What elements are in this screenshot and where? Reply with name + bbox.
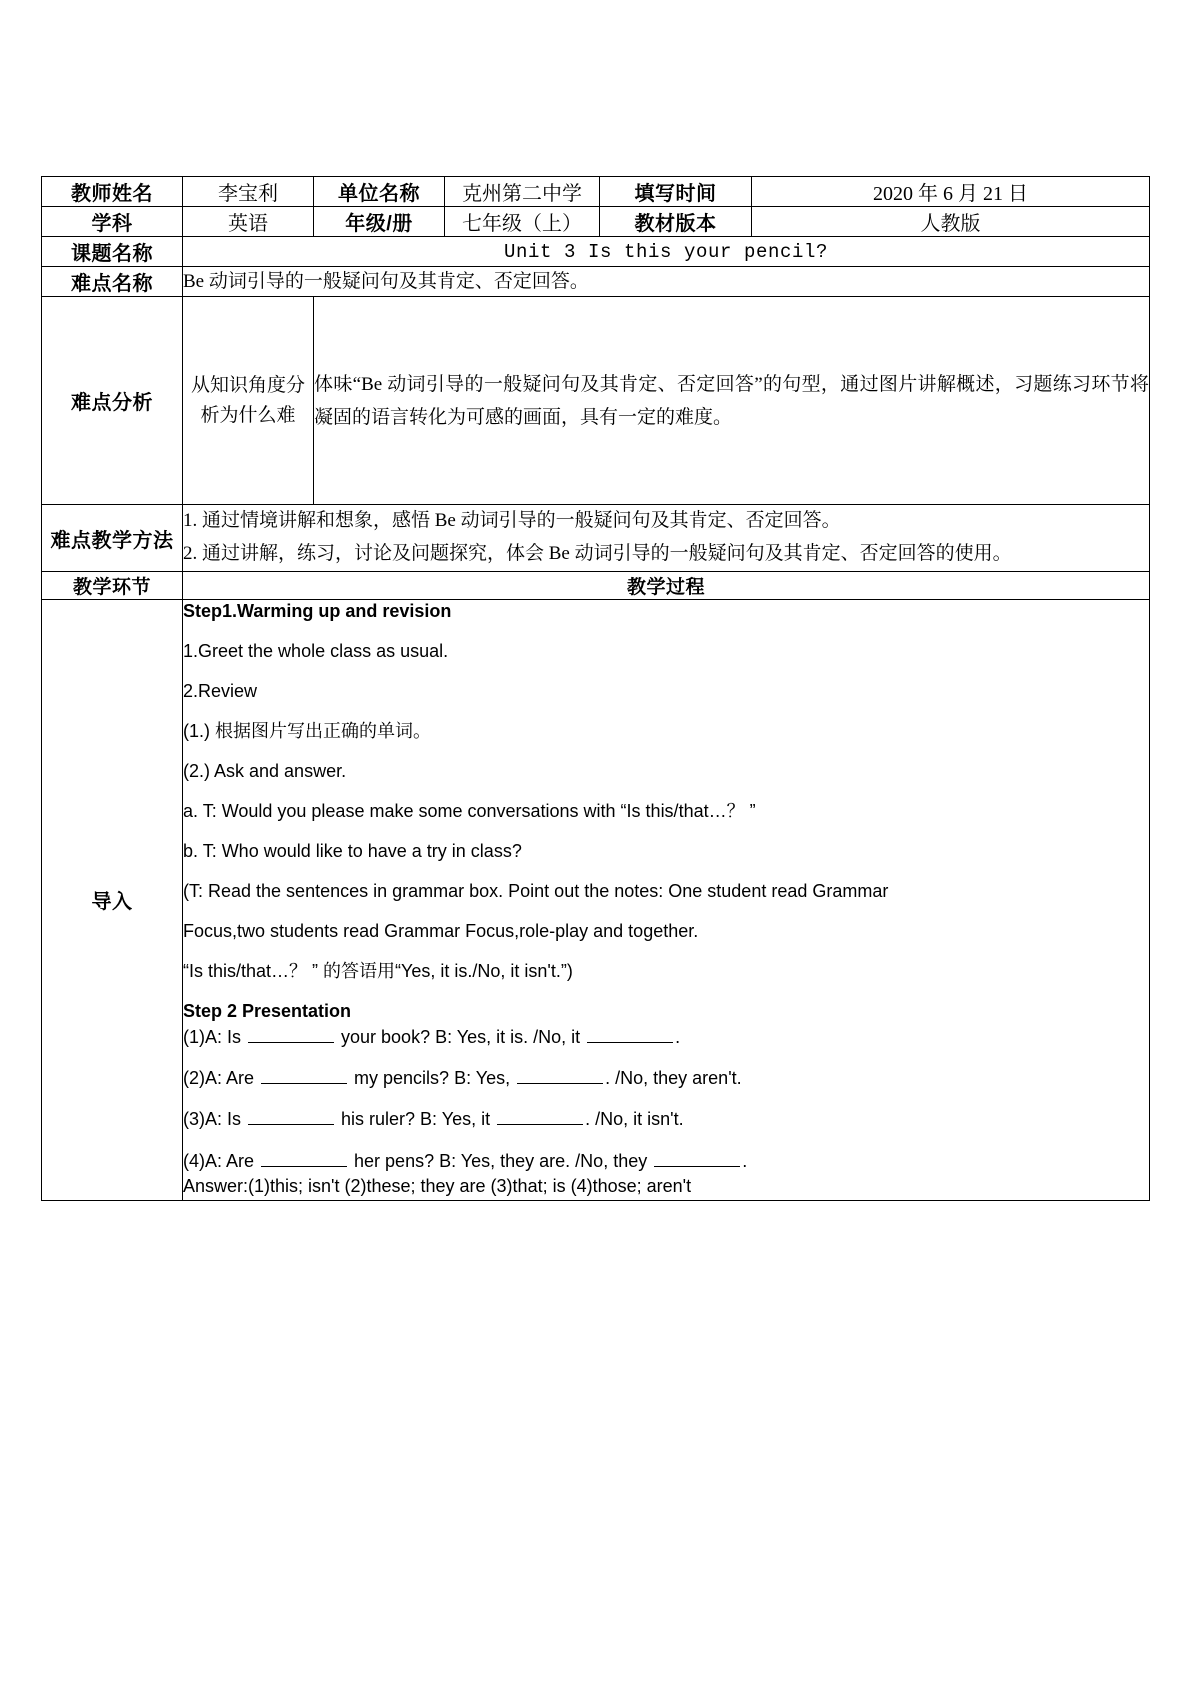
subject-label: 学科: [42, 207, 183, 237]
table-row-difficulty-name: [42, 267, 1150, 297]
task-b: b. T: Who would like to have a try in class?: [183, 840, 522, 861]
ex-1: (1)A: Is your book? B: Yes, it is. /No, it .: [183, 1025, 1149, 1049]
task-a: a. T: Would you please make some conversations with “Is this/that…？ ”: [183, 800, 756, 821]
difficulty-name-value: Be 动词引导的一般疑问句及其肯定、否定回答。: [183, 267, 1150, 297]
difficulty-analysis-label: 难点分析: [42, 297, 183, 505]
answer-blank: [587, 1025, 673, 1043]
grammar-note-1: (T: Read the sentences in grammar box. Point out the notes: One student read Grammar: [183, 881, 889, 901]
teacher-name-label: 教师姓名: [42, 177, 183, 207]
process-content-header: 教学过程: [183, 571, 1150, 599]
table-row-topic: [42, 237, 1150, 267]
textbook-value: 人教版: [752, 207, 1150, 237]
table-row-subject-info: [42, 207, 1150, 237]
teaching-method-line-2: 2. 通过讲解，练习，讨论及问题探究，体会 Be 动词引导的一般疑问句及其肯定、否定回答的使用。: [183, 543, 1012, 565]
stage-intro-label: 导入: [42, 599, 183, 1200]
table-row-teaching-method: [42, 505, 1150, 571]
exercise-lines: [183, 1025, 1149, 1173]
answer-blank: [261, 1149, 347, 1167]
difficulty-analysis-why: 从知识角度分析为什么难: [183, 297, 314, 505]
ex-4: (4)A: Are her pens? B: Yes, they are. /No, they .: [183, 1149, 1149, 1173]
subject-value: 英语: [183, 207, 314, 237]
topic-value: Unit 3 Is this your pencil?: [183, 237, 1150, 267]
review-line: 2.Review: [183, 680, 258, 701]
table-row-process-header: [42, 571, 1150, 599]
procedure-content: [183, 599, 1150, 1200]
grade-label: 年级/册: [314, 207, 445, 237]
answer-blank: [248, 1107, 334, 1125]
process-stage-header: 教学环节: [42, 571, 183, 599]
grammar-note-2: Focus,two students read Grammar Focus,role-play and together.: [183, 921, 699, 942]
textbook-label: 教材版本: [600, 207, 752, 237]
review-2: (2.) Ask and answer.: [183, 760, 347, 781]
unit-name-label: 单位名称: [314, 177, 445, 207]
table-row-teacher-info: [42, 177, 1150, 207]
ex-3: (3)A: Is his ruler? B: Yes, it . /No, it isn't.: [183, 1107, 1149, 1131]
teaching-method-body: [183, 505, 1150, 571]
procedure-lines: [183, 600, 1149, 1023]
answer-line: Answer:(1)this; isn't (2)these; they are (3)that; is (4)those; aren't: [183, 1175, 692, 1196]
lesson-plan-table: [41, 176, 1150, 1201]
ex-2: (2)A: Are my pencils? B: Yes, . /No, they aren't.: [183, 1066, 1149, 1090]
step2-heading: Step 2 Presentation: [183, 1001, 352, 1022]
answer-blank: [248, 1025, 334, 1043]
answer-blank: [497, 1107, 583, 1125]
teaching-method-label: 难点教学方法: [42, 505, 183, 571]
step1-heading: Step1.Warming up and revision: [183, 600, 452, 621]
greet-line: 1.Greet the whole class as usual.: [183, 640, 449, 661]
answer-blank: [654, 1149, 740, 1167]
answer-blank: [517, 1066, 603, 1084]
unit-name-value: 克州第二中学: [445, 177, 600, 207]
grammar-note-3: “Is this/that…？ ” 的答语用“Yes, it is./No, it isn't.”): [183, 961, 573, 982]
fill-time-label: 填写时间: [600, 177, 752, 207]
answer-blank: [261, 1066, 347, 1084]
difficulty-analysis-body: 体味“Be 动词引导的一般疑问句及其肯定、否定回答”的句型，通过图片讲解概述，习题练习环节将凝固的语言转化为可感的画面，具有一定的难度。: [314, 297, 1150, 505]
review-1: (1.) 根据图片写出正确的单词。: [183, 720, 431, 741]
teacher-name-value: 李宝利: [183, 177, 314, 207]
table-row-difficulty-analysis: [42, 297, 1150, 505]
fill-time-value: 2020 年 6 月 21 日: [752, 177, 1150, 207]
topic-label: 课题名称: [42, 237, 183, 267]
table-row-procedure: [42, 599, 1150, 1200]
teaching-method-line-1: 1. 通过情境讲解和想象，感悟 Be 动词引导的一般疑问句及其肯定、否定回答。: [183, 510, 841, 532]
grade-value: 七年级（上）: [445, 207, 600, 237]
difficulty-name-label: 难点名称: [42, 267, 183, 297]
